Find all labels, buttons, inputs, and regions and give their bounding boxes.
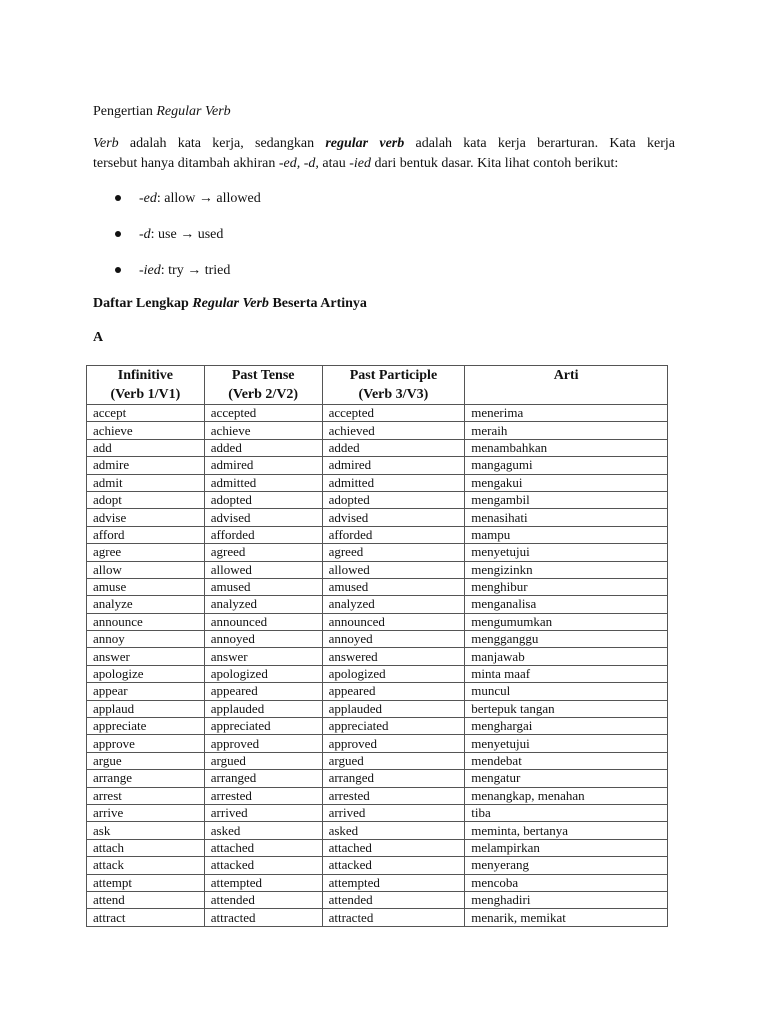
bullet-suffix: -d [139,227,151,242]
cell-arti: mengambil [465,491,668,508]
cell-infinitive: argue [87,752,205,769]
cell-arti: menyerang [465,857,668,874]
cell-arti: melampirkan [465,839,668,856]
cell-arti: muncul [465,683,668,700]
cell-infinitive: agree [87,544,205,561]
cell-arti: menghargai [465,718,668,735]
header-past-tense: Past Tense (Verb 2/V2) [204,366,322,405]
cell-infinitive: apologize [87,665,205,682]
table-row [87,770,668,787]
cell-arti: menambahkan [465,439,668,456]
cell-past-tense: arrested [204,787,322,804]
cell-infinitive: accept [87,405,205,422]
table-row [87,474,668,491]
section-title-text: Pengertian [93,104,157,119]
bullet-suffix: -ed [139,191,157,206]
cell-past-participle: attacked [322,857,465,874]
cell-past-participle: arranged [322,770,465,787]
table-row [87,439,668,456]
cell-past-tense: argued [204,752,322,769]
cell-infinitive: advise [87,509,205,526]
table-row [87,544,668,561]
table-row [87,735,668,752]
cell-infinitive: annoy [87,631,205,648]
table-row [87,509,668,526]
table-row [87,491,668,508]
table-row [87,804,668,821]
cell-infinitive: arrive [87,804,205,821]
cell-arti: mengizinkn [465,561,668,578]
cell-arti: mampu [465,526,668,543]
cell-past-tense: attacked [204,857,322,874]
table-row [87,874,668,891]
table-row [87,631,668,648]
cell-arti: meminta, bertanya [465,822,668,839]
cell-arti: menangkap, menahan [465,787,668,804]
cell-past-tense: asked [204,822,322,839]
cell-infinitive: arrest [87,787,205,804]
cell-past-tense: added [204,439,322,456]
cell-infinitive: attend [87,891,205,908]
cell-arti: mengakui [465,474,668,491]
cell-arti: menasihati [465,509,668,526]
table-row [87,787,668,804]
cell-past-participle: approved [322,735,465,752]
cell-past-participle: added [322,439,465,456]
cell-arti: menerima [465,405,668,422]
table-row [87,422,668,439]
cell-arti: meraih [465,422,668,439]
cell-past-tense: attempted [204,874,322,891]
cell-arti: bertepuk tangan [465,700,668,717]
cell-past-participle: admitted [322,474,465,491]
cell-infinitive: attach [87,839,205,856]
cell-past-participle: attended [322,891,465,908]
cell-past-participle: apologized [322,665,465,682]
cell-past-participle: argued [322,752,465,769]
cell-infinitive: analyze [87,596,205,613]
cell-past-tense: announced [204,613,322,630]
cell-arti: mangagumi [465,457,668,474]
cell-arti: minta maaf [465,665,668,682]
table-row [87,891,668,908]
bullet-example: : try → tried [160,263,231,278]
paragraph-text: dari bentuk dasar. Kita lihat contoh berikut: [370,156,619,171]
cell-past-participle: analyzed [322,596,465,613]
cell-past-tense: amused [204,578,322,595]
bullet-dot-icon [115,195,121,201]
cell-infinitive: achieve [87,422,205,439]
bullet-dot-icon [115,231,121,237]
cell-past-participle: attached [322,839,465,856]
cell-past-participle: appreciated [322,718,465,735]
bullet-suffix: -ied [139,263,161,278]
cell-past-participle: arrived [322,804,465,821]
cell-past-tense: applauded [204,700,322,717]
cell-past-participle: amused [322,578,465,595]
table-row [87,561,668,578]
cell-arti: mencoba [465,874,668,891]
cell-infinitive: amuse [87,578,205,595]
cell-arti: menyetujui [465,735,668,752]
bullet-example: : allow → allowed [156,191,261,206]
cell-past-tense: admitted [204,474,322,491]
cell-past-participle: annoyed [322,631,465,648]
section-title-text: Daftar Lengkap [93,296,193,311]
cell-infinitive: announce [87,613,205,630]
cell-past-tense: allowed [204,561,322,578]
paragraph-text: adalah kata kerja berarturan. Kata kerja [404,136,675,151]
section-title-pengertian [93,104,231,120]
cell-past-tense: apologized [204,665,322,682]
cell-past-participle: afforded [322,526,465,543]
cell-past-participle: attempted [322,874,465,891]
cell-past-participle: announced [322,613,465,630]
paragraph-line-2 [93,154,675,174]
cell-infinitive: appreciate [87,718,205,735]
section-title-italic: Regular Verb [192,296,269,311]
cell-infinitive: admire [87,457,205,474]
cell-infinitive: attack [87,857,205,874]
table-row [87,700,668,717]
header-infinitive: Infinitive (Verb 1/V1) [87,366,205,405]
cell-infinitive: add [87,439,205,456]
cell-past-participle: achieved [322,422,465,439]
table-row [87,526,668,543]
cell-past-tense: accepted [204,405,322,422]
header-past-participle: Past Participle (Verb 3/V3) [322,366,465,405]
bullet-example: : use → used [150,227,224,242]
table-row [87,457,668,474]
cell-past-participle: answered [322,648,465,665]
cell-past-tense: annoyed [204,631,322,648]
cell-infinitive: attract [87,909,205,926]
cell-past-participle: applauded [322,700,465,717]
cell-infinitive: ask [87,822,205,839]
cell-past-tense: answer [204,648,322,665]
paragraph-line-1 [93,134,675,154]
cell-past-tense: attracted [204,909,322,926]
cell-past-participle: advised [322,509,465,526]
cell-infinitive: allow [87,561,205,578]
cell-infinitive: approve [87,735,205,752]
cell-past-tense: arrived [204,804,322,821]
paragraph-suffix-ied: ied [353,156,371,171]
paragraph-text: atau - [318,156,354,171]
paragraph-term-verb: Verb [93,136,119,151]
cell-past-participle: appeared [322,683,465,700]
bullet-item [93,224,261,260]
table-row [87,683,668,700]
cell-past-tense: adopted [204,491,322,508]
cell-past-tense: admired [204,457,322,474]
cell-arti: menganalisa [465,596,668,613]
cell-infinitive: appear [87,683,205,700]
cell-past-participle: allowed [322,561,465,578]
table-row [87,405,668,422]
table-row [87,839,668,856]
cell-infinitive: adopt [87,491,205,508]
cell-arti: mengganggu [465,631,668,648]
cell-past-participle: accepted [322,405,465,422]
cell-arti: mengatur [465,770,668,787]
paragraph-suffixes: ed, -d, [283,156,319,171]
table-row [87,578,668,595]
cell-past-tense: analyzed [204,596,322,613]
cell-infinitive: attempt [87,874,205,891]
cell-infinitive: answer [87,648,205,665]
cell-arti: tiba [465,804,668,821]
bullet-item [93,188,261,224]
section-title-text: Beserta Artinya [268,296,367,311]
table-row [87,857,668,874]
cell-past-tense: agreed [204,544,322,561]
cell-infinitive: admit [87,474,205,491]
cell-infinitive: afford [87,526,205,543]
cell-arti: menyetujui [465,544,668,561]
intro-paragraph [93,134,675,174]
table-row [87,752,668,769]
table-row [87,909,668,926]
section-title-italic: Regular Verb [156,104,231,119]
cell-arti: mendebat [465,752,668,769]
cell-past-participle: admired [322,457,465,474]
paragraph-text: adalah kata kerja, sedangkan [118,136,326,151]
bullet-item [93,260,261,296]
cell-arti: menghadiri [465,891,668,908]
bullet-dot-icon [115,267,121,273]
verb-table [86,365,668,927]
table-row [87,665,668,682]
cell-past-tense: arranged [204,770,322,787]
table-row [87,613,668,630]
cell-past-participle: asked [322,822,465,839]
cell-past-tense: approved [204,735,322,752]
cell-past-tense: afforded [204,526,322,543]
cell-past-tense: advised [204,509,322,526]
header-arti: Arti [465,366,668,405]
cell-past-tense: attached [204,839,322,856]
table-row [87,648,668,665]
table-row [87,596,668,613]
cell-arti: menarik, memikat [465,909,668,926]
cell-infinitive: arrange [87,770,205,787]
example-bullet-list [93,188,261,296]
cell-arti: menghibur [465,578,668,595]
table-header-row [87,366,668,405]
cell-past-tense: appreciated [204,718,322,735]
cell-past-participle: arrested [322,787,465,804]
cell-past-tense: appeared [204,683,322,700]
paragraph-text: tersebut hanya ditambah akhiran - [93,156,284,171]
paragraph-term-regular-verb: regular verb [325,136,405,151]
cell-past-participle: agreed [322,544,465,561]
cell-past-tense: achieve [204,422,322,439]
cell-past-tense: attended [204,891,322,908]
cell-infinitive: applaud [87,700,205,717]
cell-past-participle: adopted [322,491,465,508]
table-row [87,718,668,735]
cell-past-participle: attracted [322,909,465,926]
letter-heading: A [93,330,104,345]
section-title-daftar [93,296,367,312]
table-row [87,822,668,839]
cell-arti: manjawab [465,648,668,665]
cell-arti: mengumumkan [465,613,668,630]
